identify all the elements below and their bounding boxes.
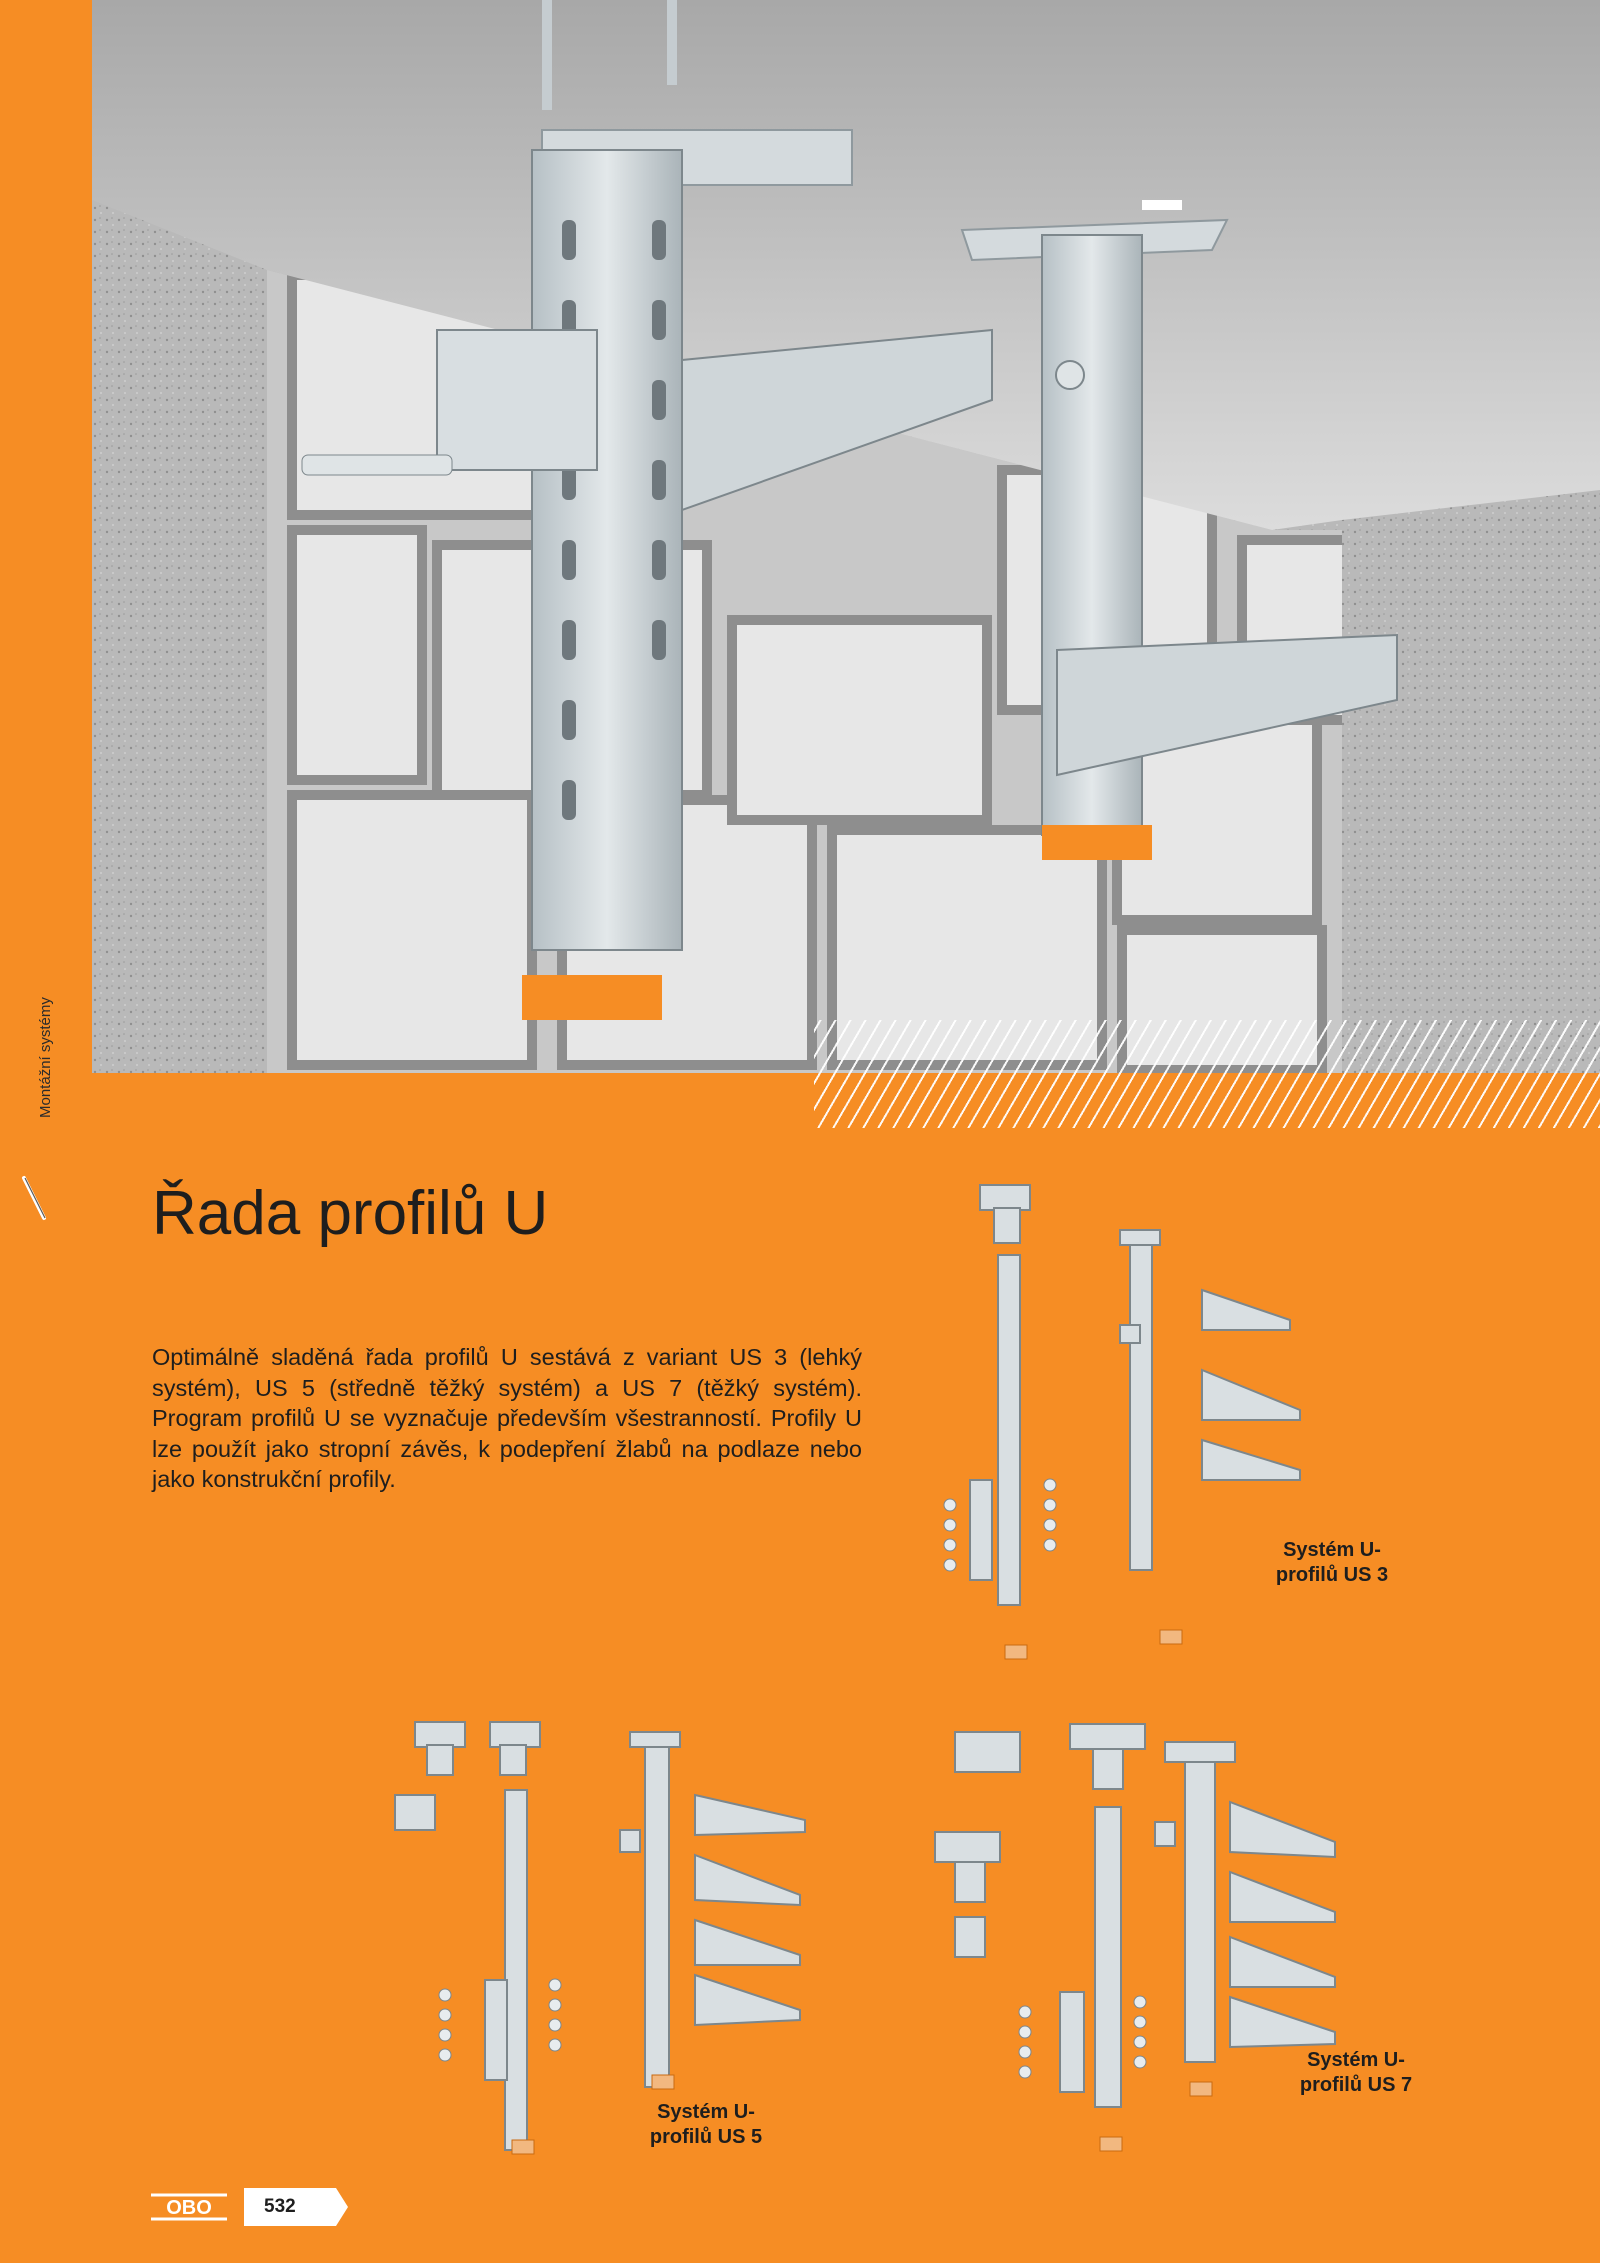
page-title: Řada profilů U (152, 1179, 549, 1248)
logo-text: OBO (166, 2197, 212, 2219)
pin-icon (20, 1174, 50, 1224)
caption-us3 (1252, 1538, 1412, 1588)
hatch-decoration (814, 1020, 1600, 1128)
caption-line: Systém U- (657, 2101, 755, 2123)
sidebar (0, 0, 92, 2263)
intro-paragraph: Optimálně sladěná řada profilů U sestává z variant US 3 (lehký systém), US 5 (středně těžký systém) a US 7 (těžký systém). Program profilů U se vyznačuje především všestranností. Profily U lze použít jako stropní závěs, k podepření žlabů na podlaze nebo jako konstrukční profily. (152, 1344, 862, 1492)
caption-us7 (1276, 2048, 1436, 2098)
obo-logo (151, 2192, 227, 2222)
caption-line: Systém U- (1307, 2049, 1405, 2071)
caption-line: Systém U- (1283, 1539, 1381, 1561)
section-label: Montážní systémy (37, 997, 54, 1118)
caption-line: profilů US 5 (649, 2126, 763, 2148)
hero-image (92, 0, 1600, 1073)
page-number-tab (244, 2188, 348, 2226)
caption-line: profilů US 7 (1299, 2074, 1413, 2096)
page-number: 532 (264, 2196, 296, 2217)
figure-us3 (920, 1170, 1380, 1670)
caption-line: profilů US 3 (1275, 1564, 1389, 1586)
caption-us5 (626, 2100, 786, 2150)
